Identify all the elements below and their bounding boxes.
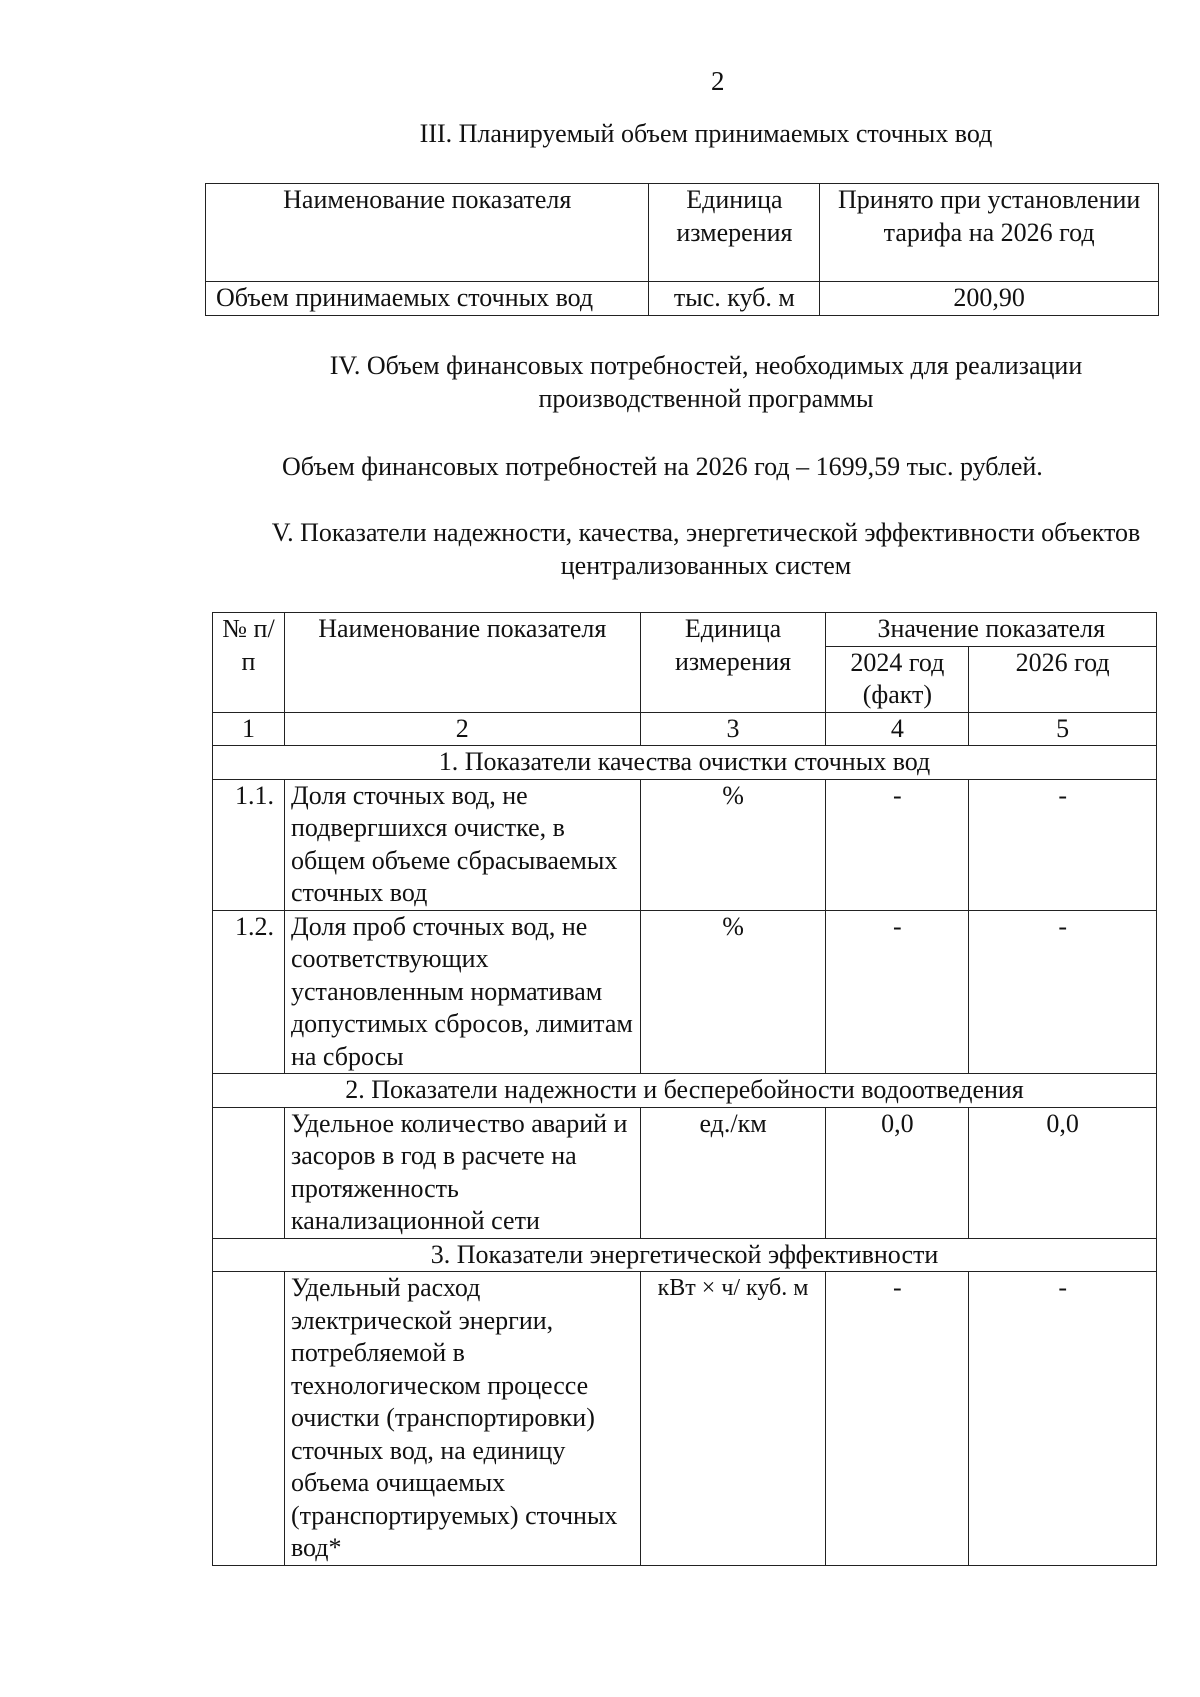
row-2026: - — [969, 779, 1157, 910]
row-name: Доля сточных вод, не подвергшихся очистке, в общем объеме сбрасываемых сточных вод — [284, 779, 640, 910]
group-2-row — [213, 1074, 1157, 1108]
table-header-row — [206, 184, 1159, 282]
col-number: 5 — [969, 712, 1157, 746]
header-unit: Единица измерения — [649, 184, 820, 282]
header-value: Значение показателя — [826, 613, 1157, 647]
finance-text: Объем финансовых потребностей на 2026 год – 1699,59 тыс. рублей. — [282, 452, 1043, 481]
column-numbers-row — [213, 712, 1157, 746]
group-2-title: 2. Показатели надежности и бесперебойности водоотведения — [213, 1074, 1157, 1108]
table-row — [213, 1272, 1157, 1566]
group-1-row — [213, 746, 1157, 780]
row-name: Объем принимаемых сточных вод — [206, 282, 649, 316]
header-row-1 — [213, 613, 1157, 647]
table-row — [213, 1107, 1157, 1238]
section-5-title: V. Показатели надежности, качества, энергетической эффективности объектов централизованных систем — [271, 518, 1141, 580]
row-2026: - — [969, 910, 1157, 1074]
header-unit: Единица измерения — [640, 613, 826, 713]
row-2024: - — [826, 910, 969, 1074]
col-number: 1 — [213, 712, 285, 746]
section-3-title: III. Планируемый объем принимаемых сточных вод — [419, 119, 993, 148]
col-number: 2 — [284, 712, 640, 746]
header-name: Наименование показателя — [206, 184, 649, 282]
row-name: Удельное количество аварий и засоров в год в расчете на протяженность канализационной сети — [284, 1107, 640, 1238]
row-unit: % — [640, 779, 826, 910]
planned-volume-table — [205, 183, 1159, 316]
section-4-title: IV. Объем финансовых потребностей, необходимых для реализации производственной программы — [329, 351, 1083, 413]
row-name: Доля проб сточных вод, не соответствующих установленным нормативам допустимых сбросов, лимитам на сбросы — [284, 910, 640, 1074]
group-3-title: 3. Показатели энергетической эффективности — [213, 1238, 1157, 1272]
row-unit: кВт × ч/ куб. м — [640, 1272, 826, 1566]
table-row — [213, 910, 1157, 1074]
row-unit: тыс. куб. м — [649, 282, 820, 316]
header-tariff: Принято при установлении тарифа на 2026 год — [820, 184, 1159, 282]
row-unit: ед./км — [640, 1107, 826, 1238]
row-2024: 0,0 — [826, 1107, 969, 1238]
row-num: 1.1. — [213, 779, 285, 910]
row-num: 1.2. — [213, 910, 285, 1074]
row-2026: 0,0 — [969, 1107, 1157, 1238]
indicators-table — [212, 612, 1157, 1566]
row-value: 200,90 — [820, 282, 1159, 316]
row-num — [213, 1272, 285, 1566]
header-name: Наименование показателя — [284, 613, 640, 713]
table-row — [206, 282, 1159, 316]
col-number: 3 — [640, 712, 826, 746]
table-row — [213, 779, 1157, 910]
header-2024: 2024 год (факт) — [826, 646, 969, 712]
row-2024: - — [826, 1272, 969, 1566]
group-3-row — [213, 1238, 1157, 1272]
row-unit: % — [640, 910, 826, 1074]
header-num: № п/п — [213, 613, 285, 713]
row-name: Удельный расход электрической энергии, потребляемой в технологическом процессе очистки (транспортировки) сточных вод, на единицу объема очищаемых (транспортируемых) сточных вод* — [284, 1272, 640, 1566]
row-2026: - — [969, 1272, 1157, 1566]
row-2024: - — [826, 779, 969, 910]
group-1-title: 1. Показатели качества очистки сточных вод — [213, 746, 1157, 780]
col-number: 4 — [826, 712, 969, 746]
header-2026: 2026 год — [969, 646, 1157, 712]
row-num — [213, 1107, 285, 1238]
